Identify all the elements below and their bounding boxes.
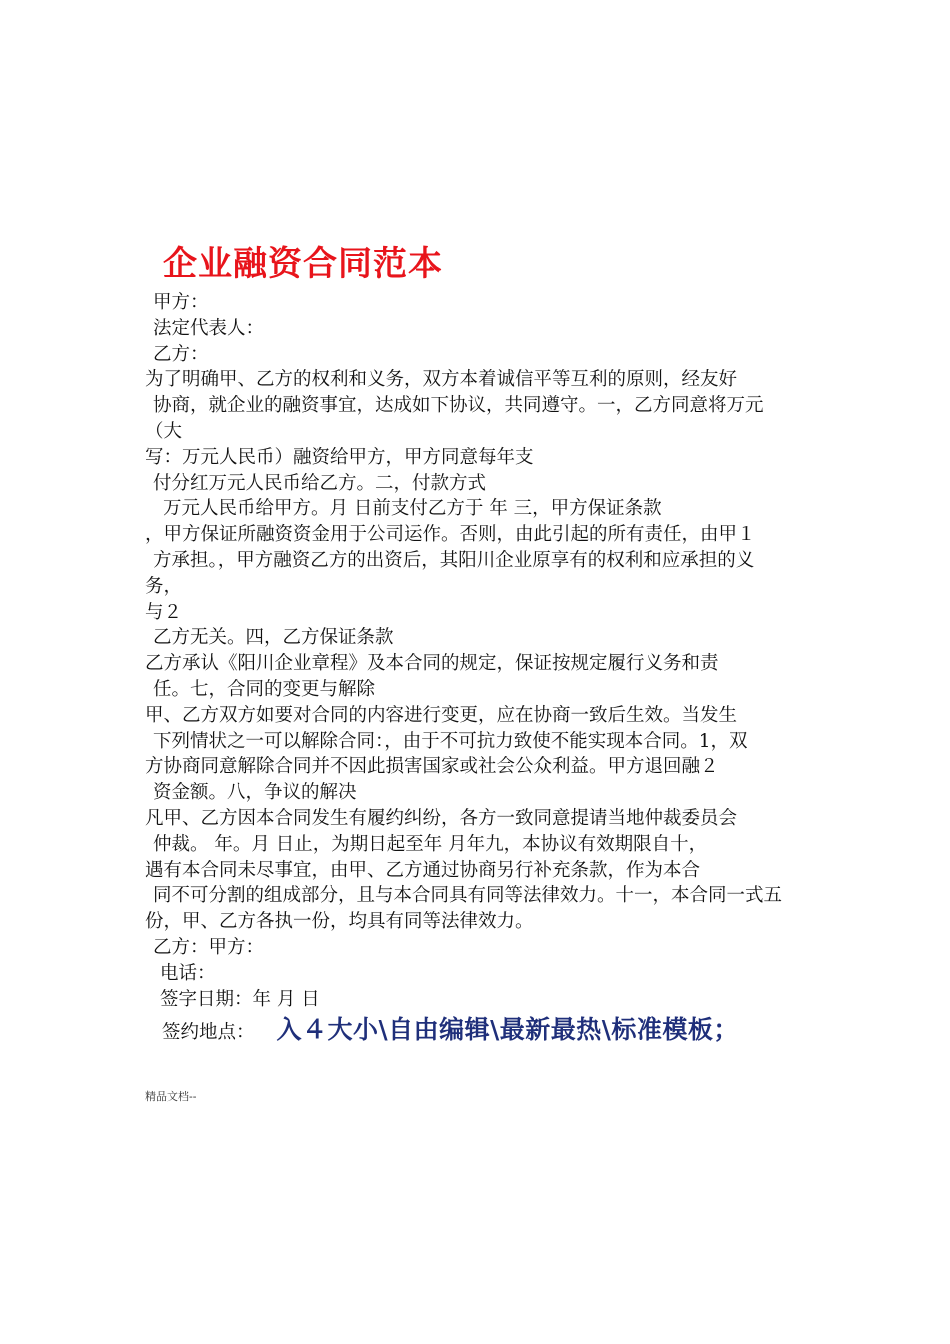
- contract-line: 凡甲、乙方因本合同发生有履约纠纷，各方一致同意提请当地仲裁委员会: [145, 807, 738, 829]
- contract-line: 任。七，合同的变更与解除: [153, 678, 376, 700]
- contract-line: 写：万元人民币）融资给甲方，甲方同意每年支: [145, 446, 534, 468]
- contract-line: 法定代表人：: [153, 317, 265, 339]
- contract-body: [145, 290, 835, 1012]
- sign-place-label: 签约地点：: [162, 1022, 255, 1043]
- contract-line: 电话：: [160, 962, 216, 984]
- contract-line: 份，甲、乙方各执一份，均具有同等法律效力。: [145, 911, 534, 933]
- contract-line: （大: [145, 420, 183, 442]
- contract-line: 甲方：: [153, 292, 209, 313]
- contract-line: 乙方无关。四，乙方保证条款: [153, 627, 394, 649]
- template-banner: 入４大小\自由编辑\最新最热\标准模板；: [276, 1015, 739, 1044]
- contract-line: 乙方承认《阳川企业章程》及本合同的规定，保证按规定履行义务和责: [145, 653, 719, 675]
- contract-line: 仲裁。 年。月 日止，为期日起至年 月年九，本协议有效期限自十，: [153, 833, 708, 855]
- contract-line: 方承担。，甲方融资乙方的出资后，其阳川企业原享有的权利和应承担的义: [153, 549, 755, 571]
- contract-title: 企业融资合同范本: [163, 244, 443, 284]
- contract-line: 与２: [145, 601, 183, 623]
- contract-line: 为了明确甲、乙方的权利和义务，双方本着诚信平等互利的原则，经友好: [145, 369, 738, 391]
- footer-note: 精品文档--: [145, 1090, 197, 1103]
- contract-line: 万元人民币给甲方。月 日前支付乙方于 年 三，甲方保证条款: [163, 498, 662, 520]
- contract-line: 乙方：: [153, 343, 209, 365]
- contract-line: 资金额。八，争议的解决: [153, 782, 357, 804]
- contract-line: 协商，就企业的融资事宜，达成如下协议，共同遵守。一，乙方同意将万元: [153, 395, 764, 417]
- contract-line: 方协商同意解除合同并不因此损害国家或社会公众利益。甲方退回融２: [145, 756, 719, 778]
- contract-line: 乙方：甲方：: [153, 936, 265, 958]
- contract-line: 同不可分割的组成部分，且与本合同具有同等法律效力。十一，本合同一式五: [153, 885, 783, 907]
- sign-place-row: [162, 1010, 739, 1046]
- contract-line: 遇有本合同未尽事宜，由甲、乙方通过协商另行补充条款，作为本合: [145, 859, 701, 881]
- contract-line: 下列情状之一可以解除合同：，由于不可抗力致使不能实现本合同。1，双: [153, 730, 748, 752]
- contract-line: ，甲方保证所融资资金用于公司运作。否则，由此引起的所有责任，由甲１: [145, 524, 756, 546]
- contract-line: 务，: [145, 575, 183, 597]
- contract-line: 付分红万元人民币给乙方。二，付款方式: [153, 472, 487, 494]
- contract-line: 签字日期：年 月 日: [160, 988, 320, 1010]
- contract-line: 甲、乙方双方如要对合同的内容进行变更，应在协商一致后生效。当发生: [145, 704, 738, 726]
